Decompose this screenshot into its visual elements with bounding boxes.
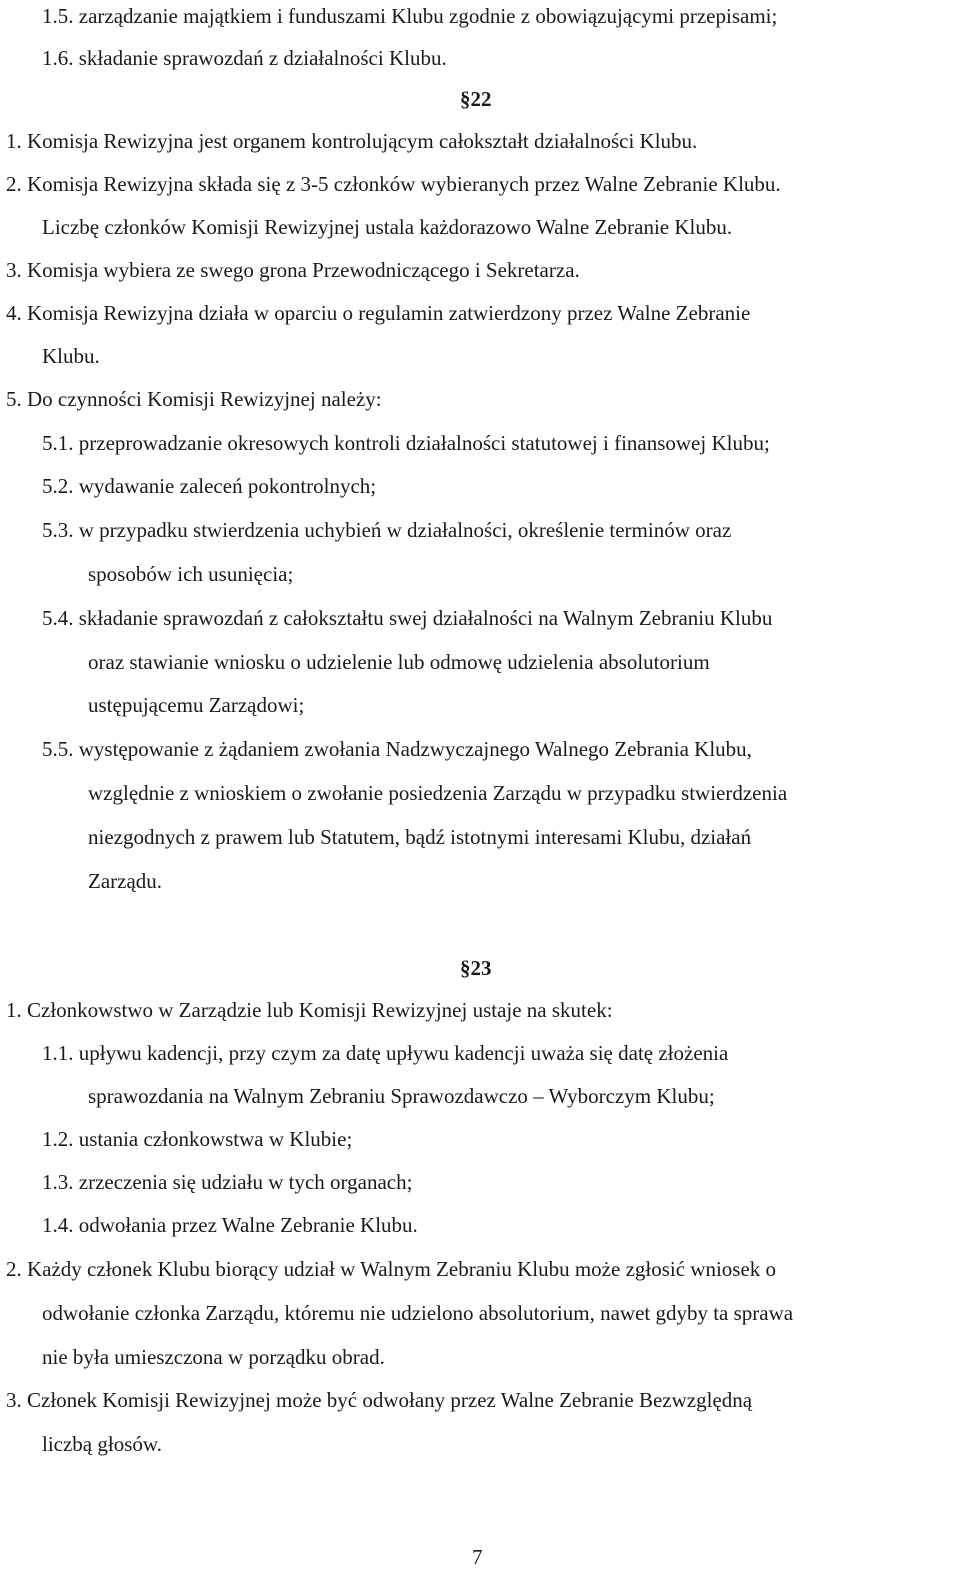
s23-item-1-1-cont: sprawozdania na Walnym Zebraniu Sprawozdawczo – Wyborczym Klubu; xyxy=(88,1084,715,1108)
s22-item-5-3: 5.3. w przypadku stwierdzenia uchybień w działalności, określenie terminów oraz xyxy=(42,518,732,542)
s22-item-5-1: 5.1. przeprowadzanie okresowych kontroli działalności statutowej i finansowej Klubu; xyxy=(42,431,770,455)
s22-line-2: 2. Komisja Rewizyjna składa się z 3-5 członków wybieranych przez Walne Zebranie Klubu. xyxy=(6,172,781,196)
s22-line-4-cont: Klubu. xyxy=(42,344,100,368)
s22-line-2-cont: Liczbę członków Komisji Rewizyjnej ustala każdorazowo Walne Zebranie Klubu. xyxy=(42,215,733,239)
item-1-6: 1.6. składanie sprawozdań z działalności Klubu. xyxy=(42,46,447,70)
section-sign-icon: § xyxy=(460,956,471,980)
s22-line-1: 1. Komisja Rewizyjna jest organem kontrolującym całokształt działalności Klubu. xyxy=(6,129,698,153)
item-1-5: 1.5. zarządzanie majątkiem i funduszami Klubu zgodnie z obowiązującymi przepisami; xyxy=(42,4,778,28)
s23-line-3-cont: liczbą głosów. xyxy=(42,1432,162,1456)
s23-item-1-3: 1.3. zrzeczenia się udziału w tych organach; xyxy=(42,1170,413,1194)
s22-item-5-5-cont-2: niezgodnych z prawem lub Statutem, bądź istotnymi interesami Klubu, działań xyxy=(88,825,752,849)
s23-item-1-2: 1.2. ustania członkowstwa w Klubie; xyxy=(42,1127,353,1151)
s22-item-5-4-cont-1: oraz stawianie wniosku o udzielenie lub odmowę udzielenia absolutorium xyxy=(88,650,710,674)
page-number: 7 xyxy=(472,1545,483,1569)
s23-item-1-1: 1.1. upływu kadencji, przy czym za datę upływu kadencji uważa się datę złożenia xyxy=(42,1041,729,1065)
s23-line-1: 1. Członkowstwo w Zarządzie lub Komisji Rewizyjnej ustaje na skutek: xyxy=(6,998,613,1022)
s22-item-5-3-cont: sposobów ich usunięcia; xyxy=(88,562,294,586)
s22-item-5-5-cont-1: względnie z wnioskiem o zwołanie posiedzenia Zarządu w przypadku stwierdzenia xyxy=(88,781,788,805)
s22-item-5-2: 5.2. wydawanie zaleceń pokontrolnych; xyxy=(42,474,377,498)
s23-line-3: 3. Członek Komisji Rewizyjnej może być odwołany przez Walne Zebranie Bezwzględną xyxy=(6,1388,753,1412)
s23-item-1-4: 1.4. odwołania przez Walne Zebranie Klubu. xyxy=(42,1213,418,1237)
s22-line-4: 4. Komisja Rewizyjna działa w oparciu o regulamin zatwierdzony przez Walne Zebranie xyxy=(6,301,751,325)
s23-line-2-cont-1: odwołanie członka Zarządu, któremu nie udzielono absolutorium, nawet gdyby ta sprawa xyxy=(42,1301,794,1325)
section-heading-23: §23 xyxy=(460,956,492,980)
s22-item-5-5: 5.5. występowanie z żądaniem zwołania Nadzwyczajnego Walnego Zebrania Klubu, xyxy=(42,737,752,761)
s22-item-5-4-cont-2: ustępującemu Zarządowi; xyxy=(88,693,305,717)
section-heading-22: §22 xyxy=(460,87,492,111)
s22-item-5-4: 5.4. składanie sprawozdań z całokształtu swej działalności na Walnym Zebraniu Klubu xyxy=(42,606,773,630)
s22-line-3: 3. Komisja wybiera ze swego grona Przewodniczącego i Sekretarza. xyxy=(6,258,580,282)
s23-line-2-cont-2: nie była umieszczona w porządku obrad. xyxy=(42,1345,385,1369)
s23-line-2: 2. Każdy członek Klubu biorący udział w Walnym Zebraniu Klubu może zgłosić wniosek o xyxy=(6,1257,777,1281)
s22-line-5: 5. Do czynności Komisji Rewizyjnej należy: xyxy=(6,387,382,411)
s22-item-5-5-cont-3: Zarządu. xyxy=(88,869,163,893)
section-sign-icon: § xyxy=(460,87,471,111)
